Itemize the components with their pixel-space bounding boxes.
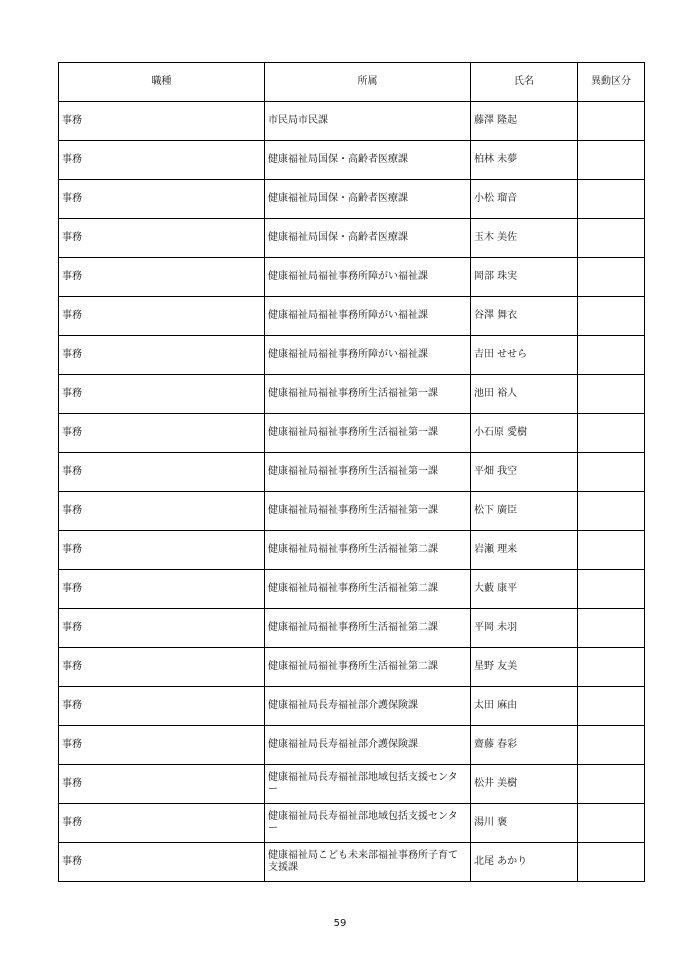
cell-dept: 市民局市民課 [265, 102, 471, 141]
cell-division [578, 765, 645, 804]
cell-name: 北尾 あかり [471, 843, 578, 882]
cell-dept: 健康福祉局長寿福祉部介護保険課 [265, 687, 471, 726]
cell-dept: 健康福祉局福祉事務所生活福祉第二課 [265, 531, 471, 570]
cell-dept: 健康福祉局福祉事務所障がい福祉課 [265, 336, 471, 375]
cell-job: 事務 [59, 180, 265, 219]
table-row [59, 414, 645, 453]
cell-division [578, 297, 645, 336]
table-row [59, 531, 645, 570]
table-row [59, 609, 645, 648]
table-row [59, 180, 645, 219]
cell-dept: 健康福祉局福祉事務所障がい福祉課 [265, 258, 471, 297]
table-row [59, 804, 645, 843]
table-row [59, 375, 645, 414]
cell-dept: 健康福祉局福祉事務所生活福祉第一課 [265, 414, 471, 453]
cell-division [578, 258, 645, 297]
table-row [59, 648, 645, 687]
cell-name: 平岡 未羽 [471, 609, 578, 648]
cell-dept: 健康福祉局長寿福祉部介護保険課 [265, 726, 471, 765]
table-body [59, 102, 645, 882]
cell-job: 事務 [59, 843, 265, 882]
cell-division [578, 219, 645, 258]
cell-division [578, 531, 645, 570]
cell-name: 湯川 褒 [471, 804, 578, 843]
cell-name: 小石原 愛樹 [471, 414, 578, 453]
cell-dept: 健康福祉局長寿福祉部地域包括支援センター [265, 765, 471, 804]
cell-dept: 健康福祉局こども未来部福祉事務所子育て支援課 [265, 843, 471, 882]
header-job: 職種 [59, 63, 265, 102]
cell-dept: 健康福祉局福祉事務所生活福祉第二課 [265, 609, 471, 648]
cell-job: 事務 [59, 648, 265, 687]
cell-division [578, 687, 645, 726]
table-row [59, 258, 645, 297]
cell-division [578, 141, 645, 180]
cell-name: 藤澤 隆起 [471, 102, 578, 141]
cell-division [578, 414, 645, 453]
cell-dept: 健康福祉局福祉事務所生活福祉第一課 [265, 492, 471, 531]
cell-job: 事務 [59, 804, 265, 843]
cell-division [578, 726, 645, 765]
cell-job: 事務 [59, 414, 265, 453]
table-row [59, 141, 645, 180]
cell-job: 事務 [59, 609, 265, 648]
cell-division [578, 336, 645, 375]
cell-dept: 健康福祉局福祉事務所生活福祉第一課 [265, 453, 471, 492]
cell-division [578, 492, 645, 531]
cell-job: 事務 [59, 492, 265, 531]
cell-name: 池田 裕人 [471, 375, 578, 414]
header-division: 異動区分 [578, 63, 645, 102]
cell-name: 柏林 未夢 [471, 141, 578, 180]
cell-dept: 健康福祉局国保・高齢者医療課 [265, 219, 471, 258]
cell-name: 小松 瑠音 [471, 180, 578, 219]
cell-division [578, 375, 645, 414]
cell-job: 事務 [59, 375, 265, 414]
cell-name: 岡部 珠実 [471, 258, 578, 297]
cell-name: 星野 友美 [471, 648, 578, 687]
cell-division [578, 804, 645, 843]
header-row [59, 63, 645, 102]
cell-dept: 健康福祉局福祉事務所生活福祉第二課 [265, 570, 471, 609]
table-row [59, 687, 645, 726]
table-row [59, 102, 645, 141]
cell-name: 吉田 せせら [471, 336, 578, 375]
cell-division [578, 648, 645, 687]
table-row [59, 570, 645, 609]
cell-dept: 健康福祉局国保・高齢者医療課 [265, 141, 471, 180]
cell-dept: 健康福祉局福祉事務所生活福祉第一課 [265, 375, 471, 414]
cell-division [578, 609, 645, 648]
cell-name: 松下 廣臣 [471, 492, 578, 531]
cell-job: 事務 [59, 336, 265, 375]
page-number: 59 [333, 918, 347, 929]
table-row [59, 336, 645, 375]
cell-dept: 健康福祉局福祉事務所生活福祉第二課 [265, 648, 471, 687]
cell-division [578, 180, 645, 219]
cell-name: 岩瀬 理来 [471, 531, 578, 570]
cell-job: 事務 [59, 453, 265, 492]
cell-division [578, 843, 645, 882]
cell-name: 玉木 美佐 [471, 219, 578, 258]
table-row [59, 297, 645, 336]
cell-job: 事務 [59, 765, 265, 804]
cell-division [578, 570, 645, 609]
cell-job: 事務 [59, 297, 265, 336]
cell-name: 大藪 康平 [471, 570, 578, 609]
header-dept: 所属 [265, 63, 471, 102]
cell-job: 事務 [59, 531, 265, 570]
table-row [59, 765, 645, 804]
cell-job: 事務 [59, 726, 265, 765]
cell-name: 松井 美樹 [471, 765, 578, 804]
table-row [59, 843, 645, 882]
table-row [59, 726, 645, 765]
table-row [59, 219, 645, 258]
table-row [59, 453, 645, 492]
cell-job: 事務 [59, 141, 265, 180]
table-row [59, 492, 645, 531]
cell-job: 事務 [59, 102, 265, 141]
personnel-table [58, 62, 645, 882]
cell-dept: 健康福祉局福祉事務所障がい福祉課 [265, 297, 471, 336]
cell-job: 事務 [59, 687, 265, 726]
cell-division [578, 453, 645, 492]
header-name: 氏名 [471, 63, 578, 102]
cell-job: 事務 [59, 219, 265, 258]
cell-name: 太田 麻由 [471, 687, 578, 726]
cell-job: 事務 [59, 570, 265, 609]
cell-division [578, 102, 645, 141]
cell-name: 平畑 我空 [471, 453, 578, 492]
cell-name: 齋藤 春彩 [471, 726, 578, 765]
cell-dept: 健康福祉局長寿福祉部地域包括支援センター [265, 804, 471, 843]
cell-job: 事務 [59, 258, 265, 297]
cell-dept: 健康福祉局国保・高齢者医療課 [265, 180, 471, 219]
cell-name: 谷澤 舞衣 [471, 297, 578, 336]
